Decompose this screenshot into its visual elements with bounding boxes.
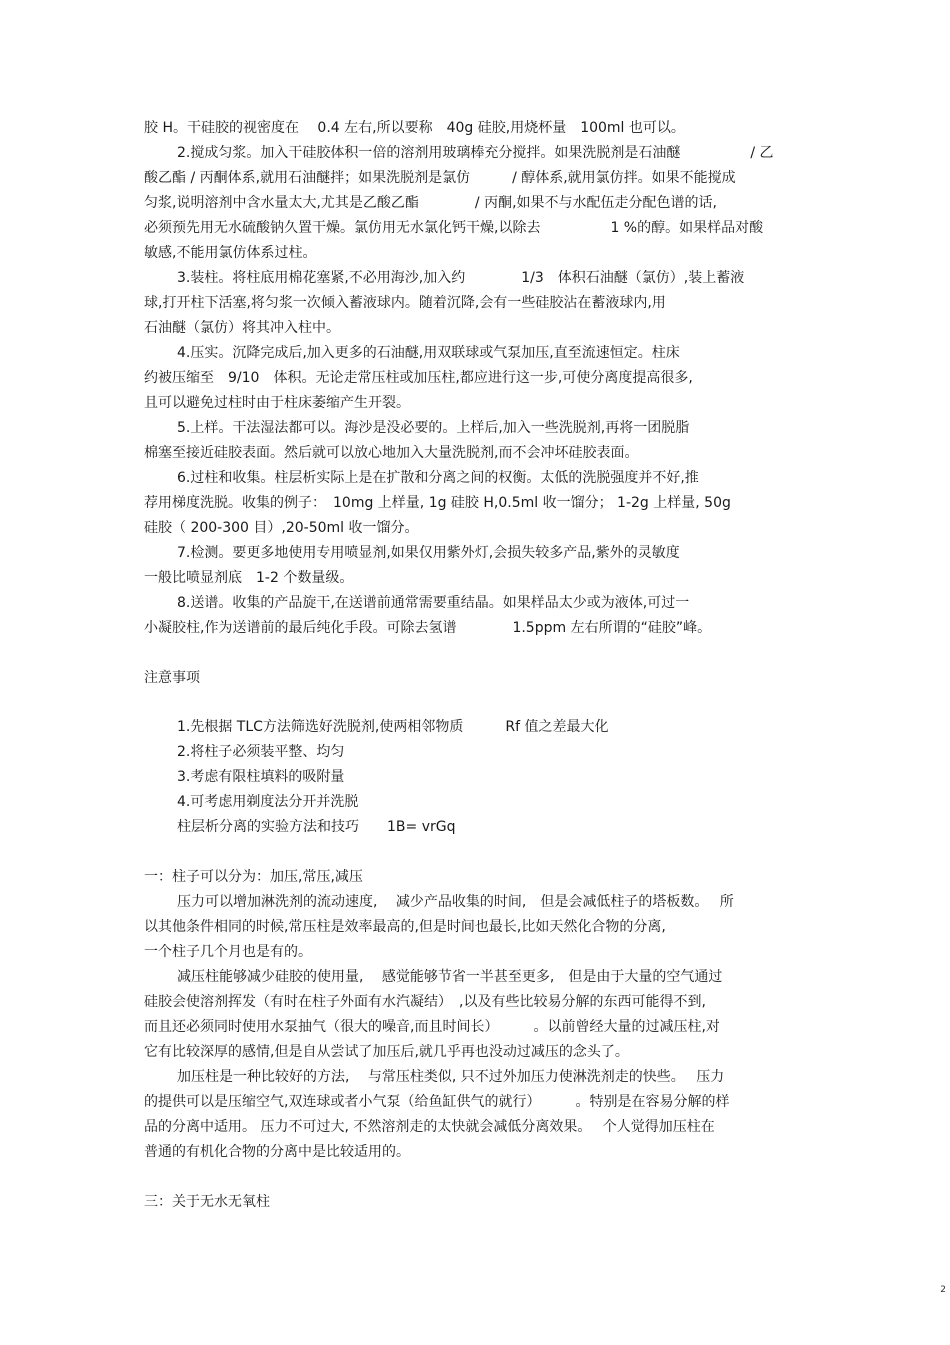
text-line: 胶 H。干硅胶的视密度在 0.4 左右,所以要称 40g 硅胶,用烧杯量 100ml 也可以。 bbox=[144, 120, 685, 136]
section-heading: 三：关于无水无氧柱 bbox=[144, 1194, 270, 1210]
text-line: 普通的有机化合物的分离中是比较适用的。 bbox=[144, 1144, 410, 1160]
text-line: 一个柱子几个月也是有的。 bbox=[144, 944, 312, 960]
text-line: 柱层析分离的实验方法和技巧 1B= vrGq bbox=[177, 819, 456, 835]
text-line: 荐用梯度洗脱。收集的例子： 10mg 上样量, 1g 硅胶 H,0.5ml 收一馏分； 1-2g 上样量, 50g bbox=[144, 495, 731, 511]
text-line: 球,打开柱下活塞,将匀浆一次倾入蓄液球内。随着沉降,会有一些硅胶沾在蓄液球内,用 bbox=[144, 295, 666, 311]
text-line: 棉塞至接近硅胶表面。然后就可以放心地加入大量洗脱剂,而不会冲坏硅胶表面。 bbox=[144, 445, 639, 461]
text-line: 加压柱是一种比较好的方法, 与常压柱类似, 只不过外加压力使淋洗剂走的快些。 压力 bbox=[177, 1069, 725, 1085]
text-line: 匀浆,说明溶剂中含水量太大,尤其是乙酸乙酯 / 丙酮,如果不与水配伍走分配色谱的话, bbox=[144, 195, 717, 211]
list-item: 3.考虑有限柱填料的吸附量 bbox=[177, 769, 345, 785]
text-line: 的提供可以是压缩空气,双连球或者小气泵（给鱼缸供气的就行） 。特别是在容易分解的样 bbox=[144, 1094, 730, 1110]
text-line: 必须预先用无水硫酸钠久置干燥。氯仿用无水氯化钙干燥,以除去 1 %的醇。如果样品对酸 bbox=[144, 220, 764, 236]
text-line: 它有比较深厚的感情,但是自从尝试了加压后,就几乎再也没动过减压的念头了。 bbox=[144, 1044, 629, 1060]
text-line: 3.装柱。将柱底用棉花塞紧,不必用海沙,加入约 1/3 体积石油醚（氯仿）,装上蓄液 bbox=[177, 270, 745, 286]
text-line: 硅胶（ 200-300 目）,20-50ml 收一馏分。 bbox=[144, 520, 419, 536]
text-line: 6.过柱和收集。柱层析实际上是在扩散和分离之间的权衡。太低的洗脱强度并不好,推 bbox=[177, 470, 699, 486]
section-heading: 注意事项 bbox=[144, 670, 200, 686]
text-line: 酸乙酯 / 丙酮体系,就用石油醚拌；如果洗脱剂是氯仿 / 醇体系,就用氯仿拌。如果不能搅成 bbox=[144, 170, 736, 186]
text-line: 压力可以增加淋洗剂的流动速度, 减少产品收集的时间, 但是会减低柱子的塔板数。 所 bbox=[177, 894, 734, 910]
list-item: 1.先根据 TLC方法筛选好洗脱剂,使两相邻物质 Rf 值之差最大化 bbox=[177, 719, 609, 735]
text-line: 4.压实。沉降完成后,加入更多的石油醚,用双联球或气泵加压,直至流速恒定。柱床 bbox=[177, 345, 680, 361]
text-line: 而且还必须同时使用水泵抽气（很大的噪音,而且时间长） 。以前曾经大量的过减压柱,对 bbox=[144, 1019, 720, 1035]
text-line: 减压柱能够减少硅胶的使用量, 感觉能够节省一半甚至更多, 但是由于大量的空气通过 bbox=[177, 969, 723, 985]
text-line: 敏感,不能用氯仿体系过柱。 bbox=[144, 245, 317, 261]
text-line: 小凝胶柱,作为送谱前的最后纯化手段。可除去氢谱 1.5ppm 左右所谓的“硅胶”峰。 bbox=[144, 620, 712, 636]
text-line: 8.送谱。收集的产品旋干,在送谱前通常需要重结晶。如果样品太少或为液体,可过一 bbox=[177, 595, 690, 611]
list-item: 4.可考虑用剃度法分开并洗脱 bbox=[177, 794, 359, 810]
text-line: 硅胶会使溶剂挥发（有时在柱子外面有水汽凝结） ,以及有些比较易分解的东西可能得不到, bbox=[144, 994, 706, 1010]
page-number: 2 bbox=[940, 1285, 946, 1295]
section-heading: 一：柱子可以分为：加压,常压,减压 bbox=[144, 869, 363, 885]
text-line: 以其他条件相同的时候,常压柱是效率最高的,但是时间也最长,比如天然化合物的分离, bbox=[144, 919, 666, 935]
text-line: 一般比喷显剂底 1-2 个数量级。 bbox=[144, 570, 354, 586]
text-line: 石油醚（氯仿）将其冲入柱中。 bbox=[144, 320, 340, 336]
text-line: 2.搅成匀浆。加入干硅胶体积一倍的溶剂用玻璃棒充分搅拌。如果洗脱剂是石油醚 / 乙 bbox=[177, 145, 774, 161]
list-item: 2.将柱子必须装平整、均匀 bbox=[177, 744, 345, 760]
text-line: 7.检测。要更多地使用专用喷显剂,如果仅用紫外灯,会损失较多产品,紫外的灵敏度 bbox=[177, 545, 680, 561]
text-line: 品的分离中适用。 压力不可过大, 不然溶剂走的太快就会减低分离效果。 个人觉得加压柱在 bbox=[144, 1119, 715, 1135]
text-line: 5.上样。干法湿法都可以。海沙是没必要的。上样后,加入一些洗脱剂,再将一团脱脂 bbox=[177, 420, 690, 436]
text-line: 约被压缩至 9/10 体积。无论走常压柱或加压柱,都应进行这一步,可使分离度提高很多, bbox=[144, 370, 693, 386]
text-line: 且可以避免过柱时由于柱床萎缩产生开裂。 bbox=[144, 395, 410, 411]
